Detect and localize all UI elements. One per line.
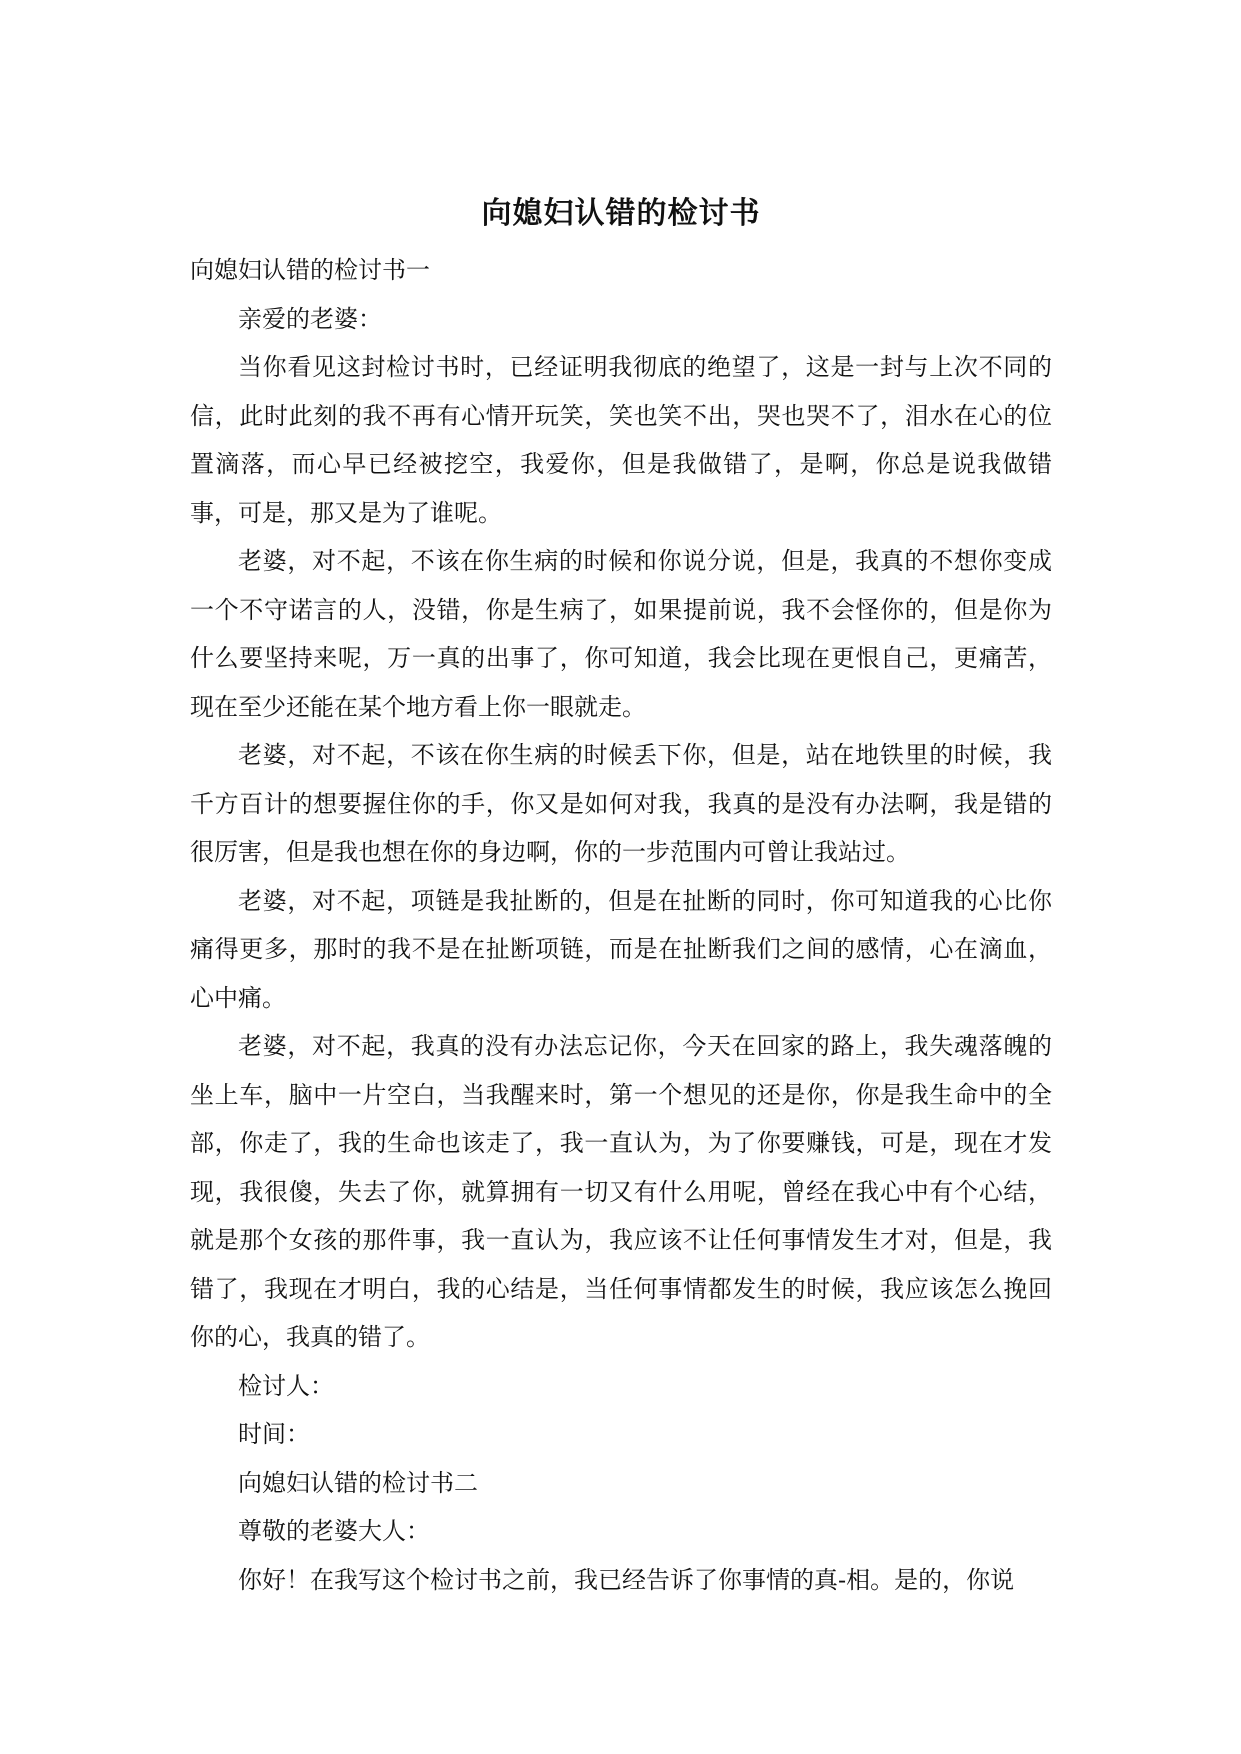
document-title: 向媳妇认错的检讨书 [481,196,761,231]
salutation-2: 尊敬的老婆大人： [238,1517,430,1545]
section-heading-2: 向媳妇认错的检讨书二 [238,1468,478,1497]
document-page [190,190,1052,1604]
paragraph-2: 老婆，对不起，不该在你生病的时候和你说分说，但是，我真的不想你变成一个不守诺言的人，没错，你是生病了，如果提前说，我不会怪你的，但是你为什么要坚持来呢，万一真的出事了，你可知道，我会比现在更恨自己，更痛苦，现在至少还能在某个地方看上你一眼就走。 [190,547,1052,721]
date-label: 时间： [238,1420,310,1448]
section-heading-1: 向媳妇认错的检讨书一 [190,256,430,284]
paragraph-3: 老婆，对不起，不该在你生病的时候丢下你，但是，站在地铁里的时候，我千方百计的想要握住你的手，你又是如何对我，我真的是没有办法啊，我是错的很厉害，但是我也想在你的身边啊，你的一步范围内可曾让我站过。 [190,741,1052,866]
paragraph-6: 你好！在我写这个检讨书之前，我已经告诉了你事情的真-相。是的，你说 [238,1565,1015,1594]
signature-label: 检讨人： [238,1371,334,1400]
document-body [190,246,1052,1604]
salutation-1: 亲爱的老婆： [238,304,382,333]
paragraph-5: 老婆，对不起，我真的没有办法忘记你，今天在回家的路上，我失魂落魄的坐上车，脑中一片空白，当我醒来时，第一个想见的还是你，你是我生命中的全部，你走了，我的生命也该走了，我一直认为，为了你要赚钱，可是，现在才发现，我很傻，失去了你，就算拥有一切又有什么用呢，曾经在我心中有个心结，就是那个女孩的那件事，我一直认为，我应该不让任何事情发生才对，但是，我错了，我现在才明白，我的心结是，当任何事情都发生的时候，我应该怎么挽回你的心，我真的错了。 [190,1032,1052,1351]
paragraph-4: 老婆，对不起，项链是我扯断的，但是在扯断的同时，你可知道我的心比你痛得更多，那时的我不是在扯断项链，而是在扯断我们之间的感情，心在滴血，心中痛。 [190,886,1052,1012]
paragraph-1: 当你看见这封检讨书时，已经证明我彻底的绝望了，这是一封与上次不同的信，此时此刻的我不再有心情开玩笑，笑也笑不出，哭也哭不了，泪水在心的位置滴落，而心早已经被挖空，我爱你，但是我做错了，是啊，你总是说我做错事，可是，那又是为了谁呢。 [190,353,1052,527]
